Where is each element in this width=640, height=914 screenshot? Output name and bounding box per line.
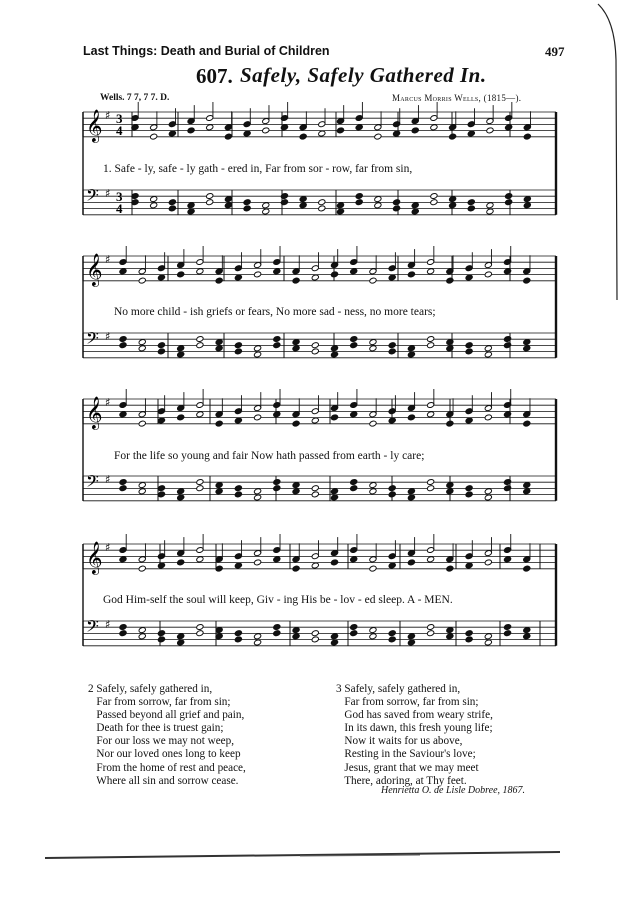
note-head (484, 351, 492, 358)
note-head (336, 202, 344, 209)
note-head (157, 274, 165, 281)
note-head (407, 639, 415, 646)
note-head (486, 202, 494, 209)
note-head (388, 630, 396, 637)
note-head (388, 485, 396, 492)
note-head (374, 202, 382, 209)
note-head (446, 420, 454, 427)
note-head (273, 336, 281, 343)
key-sharp: ♯ (105, 473, 111, 486)
note-head (196, 479, 204, 486)
note-head (330, 639, 338, 646)
note-head (177, 559, 185, 566)
note-head (369, 345, 377, 352)
note-head (350, 630, 358, 637)
time-signature: 3 (116, 189, 123, 204)
note-head (486, 127, 494, 134)
note-head (355, 193, 363, 200)
note-head (292, 420, 300, 427)
note-head (318, 205, 326, 212)
note-head (299, 133, 307, 140)
note-head (407, 633, 415, 640)
note-head (215, 277, 223, 284)
note-head (177, 345, 185, 352)
note-head (369, 633, 377, 640)
note-head (138, 488, 146, 495)
note-head (138, 277, 146, 284)
note-head (292, 277, 300, 284)
note-head (157, 630, 165, 637)
note-head (177, 271, 185, 278)
note-head (465, 562, 473, 569)
note-head (388, 636, 396, 643)
note-head (318, 199, 326, 206)
note-head (234, 348, 242, 355)
note-head (254, 633, 262, 640)
verse-3: 3 Safely, safely gathered in, Far from sorrow, far from sin; God has saved from weary strife, In its dawn, this fresh young life; Now it waits for us above, Resting in the Saviour's love; Jesus, grant that we may meet There, adoring, at Thy feet. (336, 683, 493, 787)
note-head (523, 345, 531, 352)
note-head (292, 633, 300, 640)
note-head (411, 127, 419, 134)
note-head (330, 271, 338, 278)
note-head (206, 199, 214, 206)
note-head (206, 124, 214, 131)
note-head (157, 348, 165, 355)
lyric-line-2: No more child - ish griefs or fears, No more sad - ness, no more tears; (114, 306, 436, 318)
treble-clef: 𝄞 (86, 253, 103, 286)
note-head (350, 485, 358, 492)
note-head (484, 494, 492, 501)
section-heading: Last Things: Death and Burial of Children (83, 44, 330, 58)
note-head (273, 630, 281, 637)
note-head (369, 482, 377, 489)
note-head (427, 630, 435, 637)
note-head (330, 633, 338, 640)
note-head (273, 485, 281, 492)
note-head (350, 624, 358, 631)
note-head (119, 411, 127, 418)
note-head (311, 274, 319, 281)
note-head (311, 630, 319, 637)
note-head (465, 636, 473, 643)
text-author: Henrietta O. de Lisle Dobree, 1867. (381, 785, 526, 796)
note-head (484, 271, 492, 278)
note-head (446, 345, 454, 352)
note-head (427, 336, 435, 343)
key-sharp: ♯ (105, 253, 111, 266)
note-head (196, 624, 204, 631)
note-head (292, 565, 300, 572)
note-head (465, 342, 473, 349)
note-head (486, 208, 494, 215)
note-head (369, 339, 377, 346)
note-head (168, 199, 176, 206)
note-head (467, 199, 475, 206)
note-head (157, 491, 165, 498)
note-head (119, 268, 127, 275)
note-head (407, 494, 415, 501)
note-head (311, 342, 319, 349)
verse-2: 2 Safely, safely gathered in, Far from sorrow, far from sin; Passed beyond all grief and pain, Death for thee is truest gain; For our loss we may not weep, Nor our loved ones long to keep From the home of rest and peace, Where all sin and sorrow cease. (88, 683, 246, 787)
note-head (369, 565, 377, 572)
note-head (446, 488, 454, 495)
note-head (262, 202, 270, 209)
note-head (177, 639, 185, 646)
treble-clef: 𝄞 (86, 396, 103, 429)
note-head (446, 277, 454, 284)
note-head (119, 342, 127, 349)
note-head (407, 271, 415, 278)
note-head (254, 345, 262, 352)
note-head (243, 130, 251, 137)
note-head (523, 565, 531, 572)
hymn-title: Safely, Safely Gathered In. (240, 63, 487, 87)
note-head (388, 348, 396, 355)
note-head (407, 345, 415, 352)
note-head (243, 205, 251, 212)
note-head (523, 277, 531, 284)
note-head (254, 488, 262, 495)
note-head (374, 196, 382, 203)
note-head (446, 482, 454, 489)
note-head (449, 196, 457, 203)
time-signature: 4 (116, 123, 123, 138)
note-head (168, 205, 176, 212)
note-head (427, 556, 435, 563)
note-head (449, 202, 457, 209)
note-head (150, 196, 158, 203)
note-head (311, 348, 319, 355)
note-head (388, 417, 396, 424)
note-head (215, 420, 223, 427)
note-head (119, 479, 127, 486)
note-head (292, 488, 300, 495)
note-head (119, 336, 127, 343)
note-head (407, 351, 415, 358)
note-head (388, 342, 396, 349)
note-head (119, 630, 127, 637)
note-head (273, 268, 281, 275)
note-head (311, 417, 319, 424)
note-head (330, 351, 338, 358)
note-head (234, 274, 242, 281)
page-number: 497 (545, 44, 565, 59)
note-head (157, 562, 165, 569)
note-head (465, 274, 473, 281)
note-head (465, 630, 473, 637)
note-head (243, 199, 251, 206)
note-head (311, 485, 319, 492)
note-head (150, 133, 158, 140)
note-head (388, 491, 396, 498)
note-head (369, 488, 377, 495)
time-signature: 4 (116, 201, 123, 216)
note-head (196, 556, 204, 563)
key-sharp: ♯ (105, 330, 111, 343)
note-head (299, 202, 307, 209)
note-head (407, 559, 415, 566)
note-head (484, 345, 492, 352)
note-head (187, 208, 195, 215)
note-head (311, 562, 319, 569)
note-head (369, 420, 377, 427)
note-head (254, 351, 262, 358)
note-head (330, 414, 338, 421)
note-head (350, 411, 358, 418)
note-head (224, 133, 232, 140)
note-head (427, 479, 435, 486)
note-head (177, 494, 185, 501)
note-head (523, 633, 531, 640)
note-head (523, 420, 531, 427)
note-head (388, 562, 396, 569)
note-head (446, 633, 454, 640)
note-head (292, 339, 300, 346)
note-head (177, 351, 185, 358)
note-head (311, 636, 319, 643)
note-head (234, 562, 242, 569)
note-head (449, 133, 457, 140)
note-head (138, 482, 146, 489)
note-head (292, 345, 300, 352)
note-head (215, 345, 223, 352)
note-head (254, 639, 262, 646)
note-head (157, 342, 165, 349)
note-head (388, 274, 396, 281)
note-head (273, 479, 281, 486)
key-sharp: ♯ (105, 541, 111, 554)
lyric-line-1: 1. Safe - ly, safe - ly gath - ered in, Far from sor - row, far from sin, (103, 163, 413, 175)
note-head (215, 482, 223, 489)
note-head (177, 414, 185, 421)
note-head (369, 627, 377, 634)
note-head (224, 202, 232, 209)
note-head (177, 633, 185, 640)
note-head (196, 268, 204, 275)
note-head (427, 485, 435, 492)
note-head (215, 488, 223, 495)
note-head (330, 345, 338, 352)
note-head (273, 342, 281, 349)
key-sharp: ♯ (105, 187, 111, 200)
note-head (196, 485, 204, 492)
note-head (215, 339, 223, 346)
note-head (523, 339, 531, 346)
note-head (196, 342, 204, 349)
note-head (206, 193, 214, 200)
note-head (187, 127, 195, 134)
note-head (177, 488, 185, 495)
note-head (119, 556, 127, 563)
note-head (467, 205, 475, 212)
note-head (157, 485, 165, 492)
note-head (430, 199, 438, 206)
note-head (465, 417, 473, 424)
note-head (427, 268, 435, 275)
note-head (311, 491, 319, 498)
note-head (350, 336, 358, 343)
note-head (138, 633, 146, 640)
note-head (374, 133, 382, 140)
note-head (168, 130, 176, 137)
note-head (505, 193, 513, 200)
lyric-line-3: For the life so young and fair Now hath passed from earth - ly care; (114, 450, 425, 462)
key-sharp: ♯ (105, 396, 111, 409)
note-head (273, 624, 281, 631)
note-head (465, 485, 473, 492)
note-head (446, 565, 454, 572)
note-head (254, 414, 262, 421)
note-head (299, 196, 307, 203)
time-signature: 3 (116, 111, 123, 126)
note-head (411, 202, 419, 209)
note-head (196, 411, 204, 418)
note-head (138, 345, 146, 352)
note-head (138, 627, 146, 634)
bass-clef: 𝄢 (86, 471, 99, 495)
note-head (430, 193, 438, 200)
composer-credit: Marcus Morris Wells, (1815—). (392, 93, 522, 103)
note-head (234, 485, 242, 492)
note-head (254, 271, 262, 278)
note-head (430, 124, 438, 131)
note-head (523, 133, 531, 140)
bass-clef: 𝄢 (86, 616, 99, 640)
note-head (427, 342, 435, 349)
note-head (330, 488, 338, 495)
note-head (427, 411, 435, 418)
treble-clef: 𝄞 (86, 109, 103, 142)
note-head (393, 130, 401, 137)
note-head (119, 485, 127, 492)
note-head (504, 556, 512, 563)
note-head (523, 202, 531, 209)
note-head (369, 277, 377, 284)
note-head (523, 627, 531, 634)
note-head (330, 494, 338, 501)
note-head (350, 479, 358, 486)
treble-clef: 𝄞 (86, 541, 103, 574)
note-head (505, 124, 513, 131)
note-head (393, 205, 401, 212)
note-head (523, 196, 531, 203)
key-sharp: ♯ (105, 618, 111, 631)
note-head (138, 565, 146, 572)
lyric-line-4: God Him-self the soul will keep, Giv - ing His be - lov - ed sleep. A - MEN. (103, 594, 453, 606)
note-head (465, 491, 473, 498)
note-head (254, 559, 262, 566)
note-head (465, 348, 473, 355)
note-head (393, 199, 401, 206)
note-head (350, 342, 358, 349)
note-head (292, 627, 300, 634)
note-head (273, 556, 281, 563)
note-head (355, 124, 363, 131)
note-head (505, 199, 513, 206)
note-head (224, 196, 232, 203)
note-head (157, 636, 165, 643)
note-head (523, 482, 531, 489)
note-head (484, 488, 492, 495)
note-head (446, 627, 454, 634)
note-head (523, 488, 531, 495)
note-head (234, 417, 242, 424)
note-head (234, 630, 242, 637)
hymn-number: 607. (196, 64, 233, 88)
note-head (350, 556, 358, 563)
note-head (330, 559, 338, 566)
note-head (484, 414, 492, 421)
note-head (234, 491, 242, 498)
note-head (318, 130, 326, 137)
note-head (196, 630, 204, 637)
note-head (138, 339, 146, 346)
note-head (262, 127, 270, 134)
note-head (119, 624, 127, 631)
note-head (411, 208, 419, 215)
note-head (234, 342, 242, 349)
note-head (187, 202, 195, 209)
note-head (427, 624, 435, 631)
bass-clef: 𝄢 (86, 328, 99, 352)
note-head (150, 202, 158, 209)
note-head (446, 339, 454, 346)
note-head (262, 208, 270, 215)
note-head (157, 417, 165, 424)
note-head (350, 268, 358, 275)
note-head (407, 414, 415, 421)
note-head (407, 488, 415, 495)
note-head (484, 639, 492, 646)
note-head (336, 127, 344, 134)
note-head (292, 482, 300, 489)
key-sharp: ♯ (105, 109, 111, 122)
note-head (254, 494, 262, 501)
note-head (355, 199, 363, 206)
note-head (504, 630, 512, 637)
note-head (484, 633, 492, 640)
note-head (484, 559, 492, 566)
note-head (336, 208, 344, 215)
note-head (138, 420, 146, 427)
bass-clef: 𝄢 (86, 185, 99, 209)
tune-name: Wells. 7 7, 7 7. D. (100, 93, 170, 103)
note-head (234, 636, 242, 643)
note-head (504, 624, 512, 631)
note-head (273, 411, 281, 418)
note-head (196, 336, 204, 343)
note-head (467, 130, 475, 137)
